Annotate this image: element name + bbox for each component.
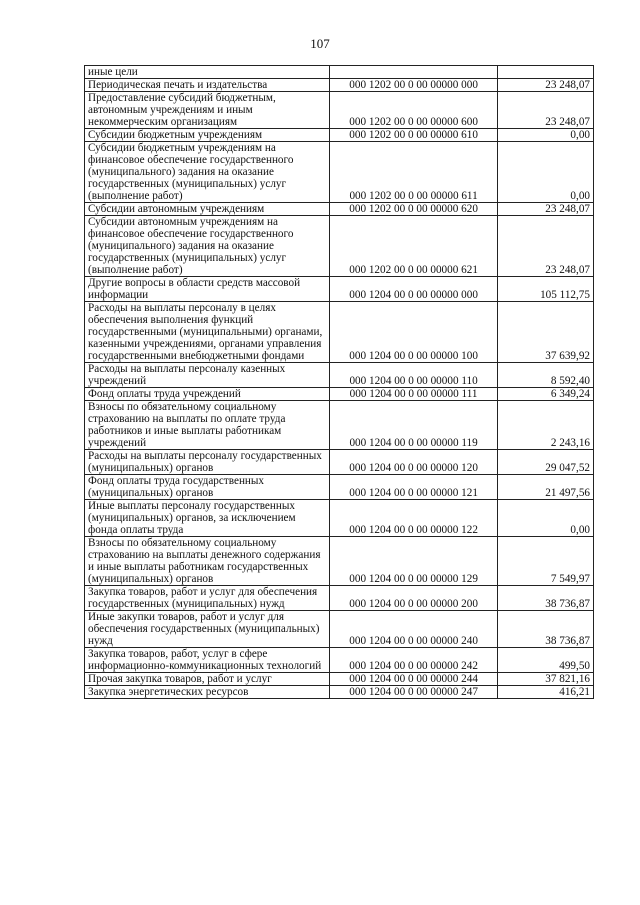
row-code: 000 1204 00 0 00 00000 244 (329, 673, 497, 686)
row-amount: 37 821,16 (498, 673, 594, 686)
row-code: 000 1202 00 0 00 00000 610 (329, 129, 497, 142)
row-amount: 6 349,24 (498, 388, 594, 401)
table-row (85, 648, 594, 673)
row-name: Расходы на выплаты персоналу казенных учреждений (85, 363, 330, 388)
row-code: 000 1204 00 0 00 00000 129 (329, 537, 497, 586)
row-code: 000 1204 00 0 00 00000 119 (329, 401, 497, 450)
row-amount: 105 112,75 (498, 277, 594, 302)
budget-table (84, 65, 594, 699)
row-amount: 0,00 (498, 142, 594, 203)
row-code: 000 1204 00 0 00 00000 122 (329, 500, 497, 537)
table-row (85, 363, 594, 388)
row-amount: 37 639,92 (498, 302, 594, 363)
table-row (85, 586, 594, 611)
row-name: Субсидии автономным учреждениям (85, 203, 330, 216)
row-name: Фонд оплаты труда государственных (муниципальных) органов (85, 475, 330, 500)
row-code: 000 1204 00 0 00 00000 000 (329, 277, 497, 302)
row-amount: 0,00 (498, 129, 594, 142)
row-code: 000 1204 00 0 00 00000 111 (329, 388, 497, 401)
row-code: 000 1204 00 0 00 00000 121 (329, 475, 497, 500)
row-name: Взносы по обязательному социальному страхованию на выплаты денежного содержания и иные выплаты работникам государственных (муниципальных) органов (85, 537, 330, 586)
row-name: Прочая закупка товаров, работ и услуг (85, 673, 330, 686)
row-amount: 7 549,97 (498, 537, 594, 586)
table-row (85, 302, 594, 363)
row-code: 000 1204 00 0 00 00000 242 (329, 648, 497, 673)
row-amount: 8 592,40 (498, 363, 594, 388)
row-name: Закупка энергетических ресурсов (85, 686, 330, 699)
row-code: 000 1204 00 0 00 00000 240 (329, 611, 497, 648)
table-row (85, 277, 594, 302)
row-amount: 21 497,56 (498, 475, 594, 500)
table-row (85, 537, 594, 586)
row-amount: 0,00 (498, 500, 594, 537)
table-row (85, 611, 594, 648)
table-row (85, 66, 594, 79)
row-amount: 416,21 (498, 686, 594, 699)
table-row (85, 388, 594, 401)
row-amount: 2 243,16 (498, 401, 594, 450)
table-row (85, 79, 594, 92)
row-name: Расходы на выплаты персоналу в целях обеспечения выполнения функций государственными (муниципальными) органами, казенными учреждениями, органами управления государственными внебюджетными фондами (85, 302, 330, 363)
table-row (85, 142, 594, 203)
row-name: иные цели (85, 66, 330, 79)
table-row (85, 475, 594, 500)
page-number: 107 (310, 36, 330, 51)
table-row (85, 401, 594, 450)
row-name: Предоставление субсидий бюджетным, автономным учреждениям и иным некоммерческим организациям (85, 92, 330, 129)
row-amount: 23 248,07 (498, 216, 594, 277)
row-code: 000 1204 00 0 00 00000 200 (329, 586, 497, 611)
table-row (85, 450, 594, 475)
row-name: Фонд оплаты труда учреждений (85, 388, 330, 401)
budget-table-body (85, 66, 594, 699)
row-code (329, 66, 497, 79)
row-amount: 499,50 (498, 648, 594, 673)
row-amount: 29 047,52 (498, 450, 594, 475)
row-name: Субсидии бюджетным учреждениям на финансовое обеспечение государственного (муниципального) задания на оказание государственных (муниципальных) услуг (выполнение работ) (85, 142, 330, 203)
row-code: 000 1202 00 0 00 00000 621 (329, 216, 497, 277)
row-amount (498, 66, 594, 79)
row-amount: 23 248,07 (498, 203, 594, 216)
row-code: 000 1204 00 0 00 00000 247 (329, 686, 497, 699)
table-row (85, 686, 594, 699)
row-name: Взносы по обязательному социальному страхованию на выплаты по оплате труда работников и иные выплаты работникам учреждений (85, 401, 330, 450)
row-name: Закупка товаров, работ и услуг для обеспечения государственных (муниципальных) нужд (85, 586, 330, 611)
row-name: Иные закупки товаров, работ и услуг для обеспечения государственных (муниципальных) нужд (85, 611, 330, 648)
row-code: 000 1202 00 0 00 00000 000 (329, 79, 497, 92)
table-row (85, 129, 594, 142)
table-row (85, 673, 594, 686)
row-code: 000 1204 00 0 00 00000 120 (329, 450, 497, 475)
table-row (85, 92, 594, 129)
row-amount: 23 248,07 (498, 92, 594, 129)
row-name: Субсидии бюджетным учреждениям (85, 129, 330, 142)
row-code: 000 1202 00 0 00 00000 611 (329, 142, 497, 203)
row-name: Иные выплаты персоналу государственных (муниципальных) органов, за исключением фонда оплаты труда (85, 500, 330, 537)
row-amount: 38 736,87 (498, 586, 594, 611)
table-row (85, 500, 594, 537)
table-row (85, 203, 594, 216)
row-name: Субсидии автономным учреждениям на финансовое обеспечение государственного (муниципального) задания на оказание государственных (муниципальных) услуг (выполнение работ) (85, 216, 330, 277)
row-code: 000 1204 00 0 00 00000 100 (329, 302, 497, 363)
row-name: Периодическая печать и издательства (85, 79, 330, 92)
row-code: 000 1202 00 0 00 00000 600 (329, 92, 497, 129)
row-amount: 23 248,07 (498, 79, 594, 92)
row-name: Закупка товаров, работ, услуг в сфере информационно-коммуникационных технологий (85, 648, 330, 673)
row-code: 000 1204 00 0 00 00000 110 (329, 363, 497, 388)
row-amount: 38 736,87 (498, 611, 594, 648)
row-code: 000 1202 00 0 00 00000 620 (329, 203, 497, 216)
table-row (85, 216, 594, 277)
row-name: Расходы на выплаты персоналу государственных (муниципальных) органов (85, 450, 330, 475)
row-name: Другие вопросы в области средств массовой информации (85, 277, 330, 302)
